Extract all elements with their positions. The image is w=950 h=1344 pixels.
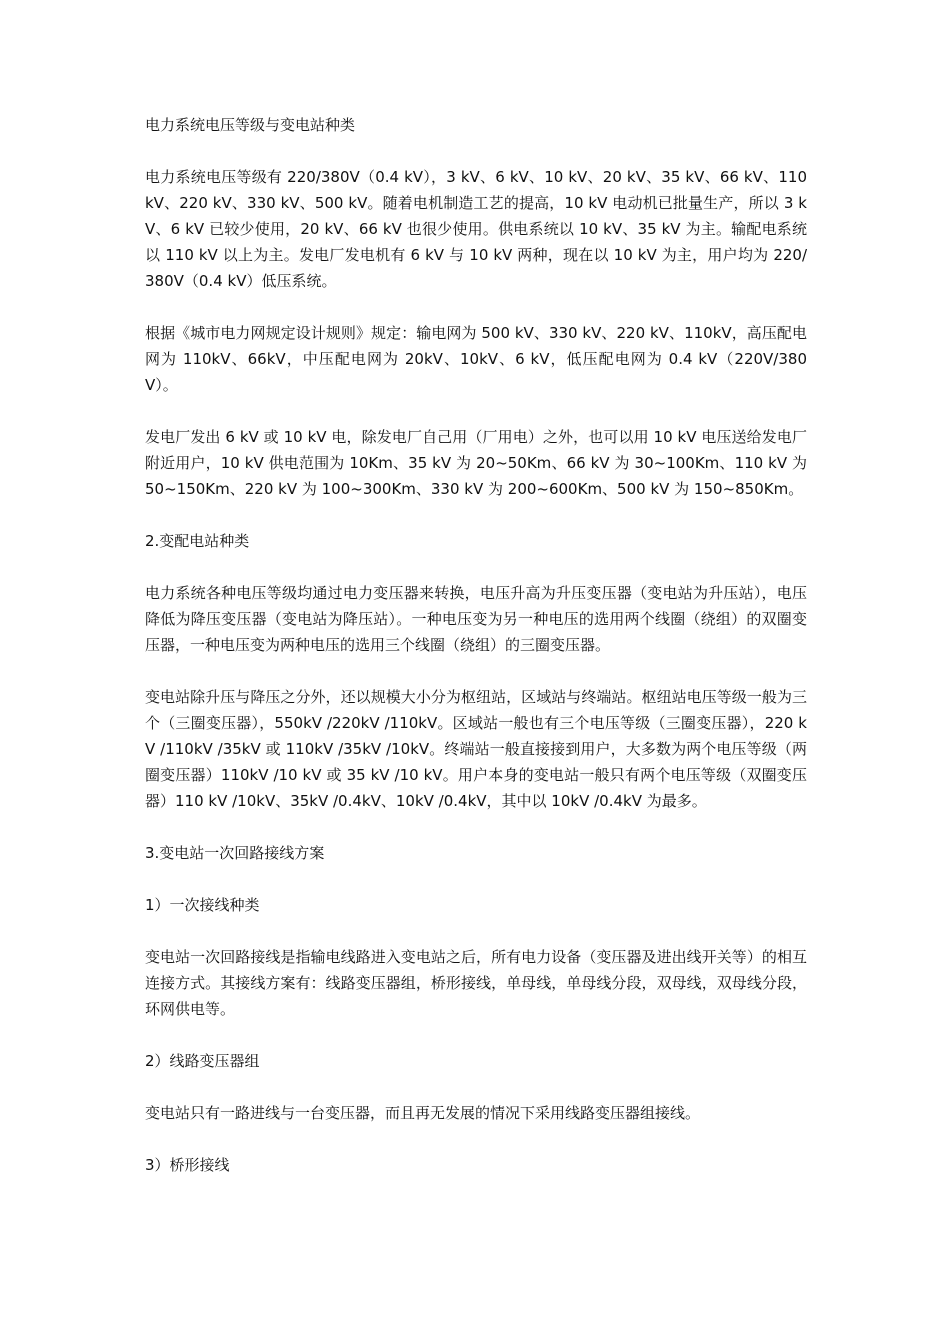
section-heading-primary-wiring: 3.变电站一次回路接线方案 [145, 844, 325, 862]
paragraph-wiring-types: 变电站一次回路接线是指输电线路进入变电站之后，所有电力设备（变压器及进出线开关等）的相互连接方式。其接线方案有：线路变压器组，桥形接线，单母线，单母线分段，双母线，双母线分段，环网供电等。 [145, 948, 807, 1018]
paragraph-line-transformer-group: 变电站只有一路进线与一台变压器，而且再无发展的情况下采用线路变压器组接线。 [145, 1104, 701, 1122]
document-title: 电力系统电压等级与变电站种类 [145, 116, 356, 134]
section-heading-substation-types: 2.变配电站种类 [145, 532, 250, 550]
paragraph-transformers: 电力系统各种电压等级均通过电力变压器来转换，电压升高为升压变压器（变电站为升压站），电压降低为降压变压器（变电站为降压站）。一种电压变为另一种电压的选用两个线圈（绕组）的双圈变压器，一种电压变为两种电压的选用三个线圈（绕组）的三圈变压器。 [145, 584, 807, 654]
document-page [145, 112, 807, 1204]
subheading-line-transformer-group: 2）线路变压器组 [145, 1052, 260, 1070]
subheading-wiring-types: 1）一次接线种类 [145, 896, 260, 914]
paragraph-voltage-levels: 电力系统电压等级有 220/380V（0.4 kV），3 kV、6 kV、10 kV、20 kV、35 kV、66 kV、110 kV、220 kV、330 kV、500 kV。随着电机制造工艺的提高，10 kV 电动机已批量生产，所以 3 kV、6 kV 已较少使用，20 kV、66 kV 也很少使用。供电系统以 10 kV、35 kV 为主。输配电系统以 110 kV 以上为主。发电厂发电机有 6 kV 与 10 kV 两种，现在以 10 kV 为主，用户均为 220/380V（0.4 kV）低压系统。 [145, 168, 807, 290]
paragraph-supply-range: 发电厂发出 6 kV 或 10 kV 电，除发电厂自己用（厂用电）之外，也可以用 10 kV 电压送给发电厂附近用户，10 kV 供电范围为 10Km、35 kV 为 20~50Km、66 kV 为 30~100Km、110 kV 为 50~150Km、220 kV 为 100~300Km、330 kV 为 200~600Km、500 kV 为 150~850Km。 [145, 428, 807, 498]
paragraph-grid-rules: 根据《城市电力网规定设计规则》规定：输电网为 500 kV、330 kV、220 kV、110kV，高压配电网为 110kV、66kV，中压配电网为 20kV、10kV、6 kV，低压配电网为 0.4 kV（220V/380V）。 [145, 324, 807, 394]
paragraph-substation-scale: 变电站除升压与降压之分外，还以规模大小分为枢纽站，区域站与终端站。枢纽站电压等级一般为三个（三圈变压器），550kV /220kV /110kV。区域站一般也有三个电压等级（三圈变压器），220 kV /110kV /35kV 或 110kV /35kV /10kV。终端站一般直接接到用户，大多数为两个电压等级（两圈变压器）110kV /10 kV 或 35 kV /10 kV。用户本身的变电站一般只有两个电压等级（双圈变压器）110 kV /10kV、35kV /0.4kV、10kV /0.4kV，其中以 10kV /0.4kV 为最多。 [145, 688, 807, 810]
subheading-bridge-wiring: 3）桥形接线 [145, 1156, 230, 1174]
